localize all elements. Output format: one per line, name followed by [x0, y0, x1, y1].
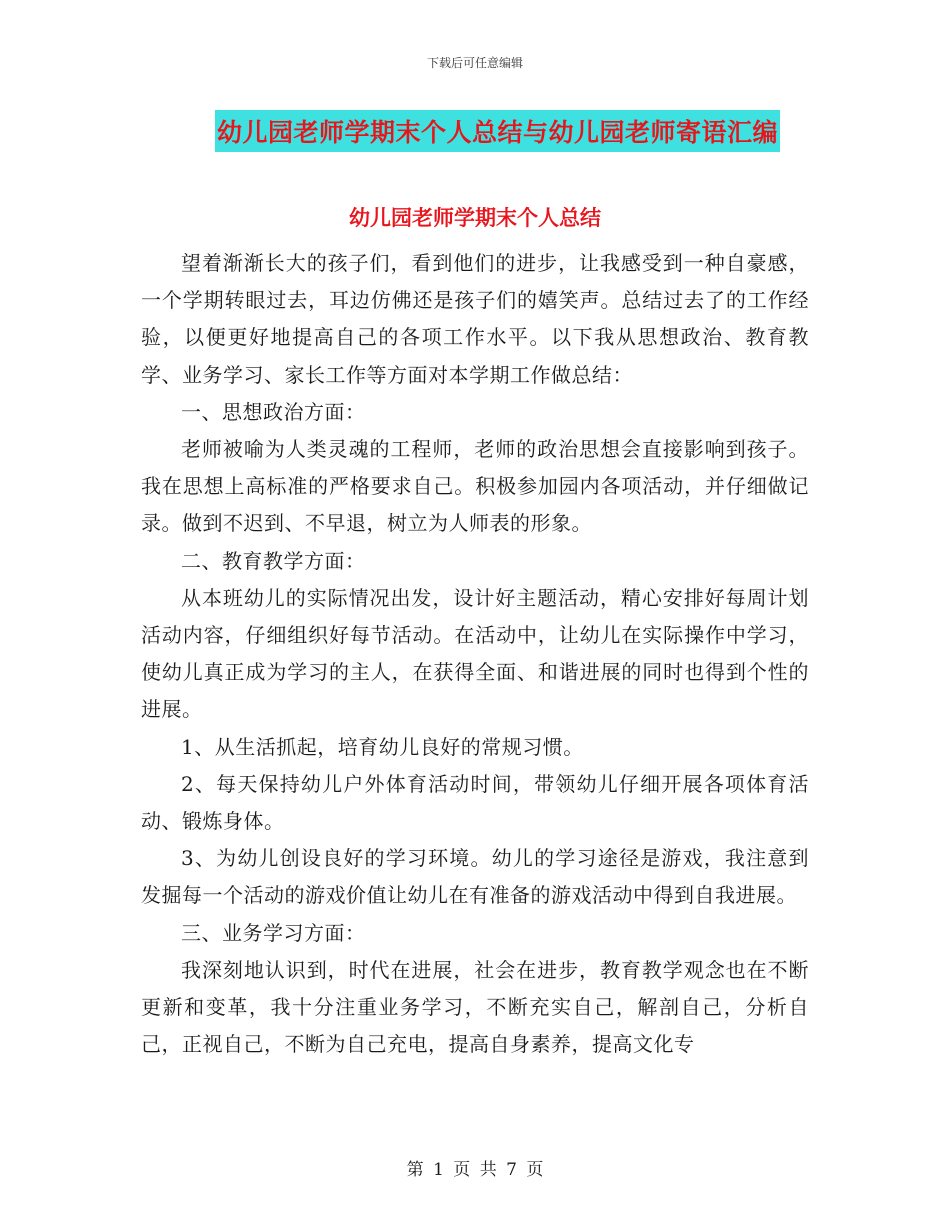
body-paragraph: 一、思想政治方面：: [181, 399, 366, 424]
body-paragraph: 三、业务学习方面：: [181, 920, 366, 945]
document-title: 幼儿园老师学期末个人总结与幼儿园老师寄语汇编: [215, 110, 780, 152]
body-paragraph: 2、每天保持幼儿户外体育活动时间，带领幼儿仔细开展各项体育活动、锻炼身体。: [141, 771, 809, 834]
page-number-footer: 第 1 页 共 7 页: [406, 1160, 544, 1180]
body-paragraph: 从本班幼儿的实际情况出发，设计好主题活动，精心安排好每周计划活动内容，仔细组织好每节活动。在活动中，让幼儿在实际操作中学习，使幼儿真正成为学习的主人，在获得全面、和谐进展的同时也得到个性的进展。: [141, 585, 809, 722]
header-note: 下载后可任意编辑: [426, 56, 523, 70]
section-title: 幼儿园老师学期末个人总结: [349, 206, 601, 230]
body-paragraph: 望着渐渐长大的孩子们，看到他们的进步，让我感受到一种自豪感，一个学期转眼过去，耳边仿佛还是孩子们的嬉笑声。总结过去了的工作经验，以便更好地提高自己的各项工作水平。以下我从思想政治、教育教学、业务学习、家长工作等方面对本学期工作做总结：: [141, 251, 809, 387]
main-title-container: [0, 110, 950, 152]
body-paragraph: 我深刻地认识到，时代在进展，社会在进步，教育教学观念也在不断更新和变革，我十分注重业务学习，不断充实自己，解剖自己，分析自己，正视自己，不断为自己充电，提高自身素养，提高文化专: [141, 957, 809, 1057]
body-paragraph: 二、教育教学方面：: [181, 548, 366, 573]
body-paragraph: 老师被喻为人类灵魂的工程师，老师的政治思想会直接影响到孩子。我在思想上高标准的严格要求自己。积极参加园内各项活动，并仔细做记录。做到不迟到、不早退，树立为人师表的形象。: [141, 437, 809, 536]
body-paragraph: 3、为幼儿创设良好的学习环境。幼儿的学习途径是游戏，我注意到发掘每一个活动的游戏价值让幼儿在有准备的游戏活动中得到自我进展。: [141, 846, 809, 908]
body-paragraph: 1、从生活抓起，培育幼儿良好的常规习惯。: [181, 734, 584, 759]
document-body: [141, 245, 809, 1063]
